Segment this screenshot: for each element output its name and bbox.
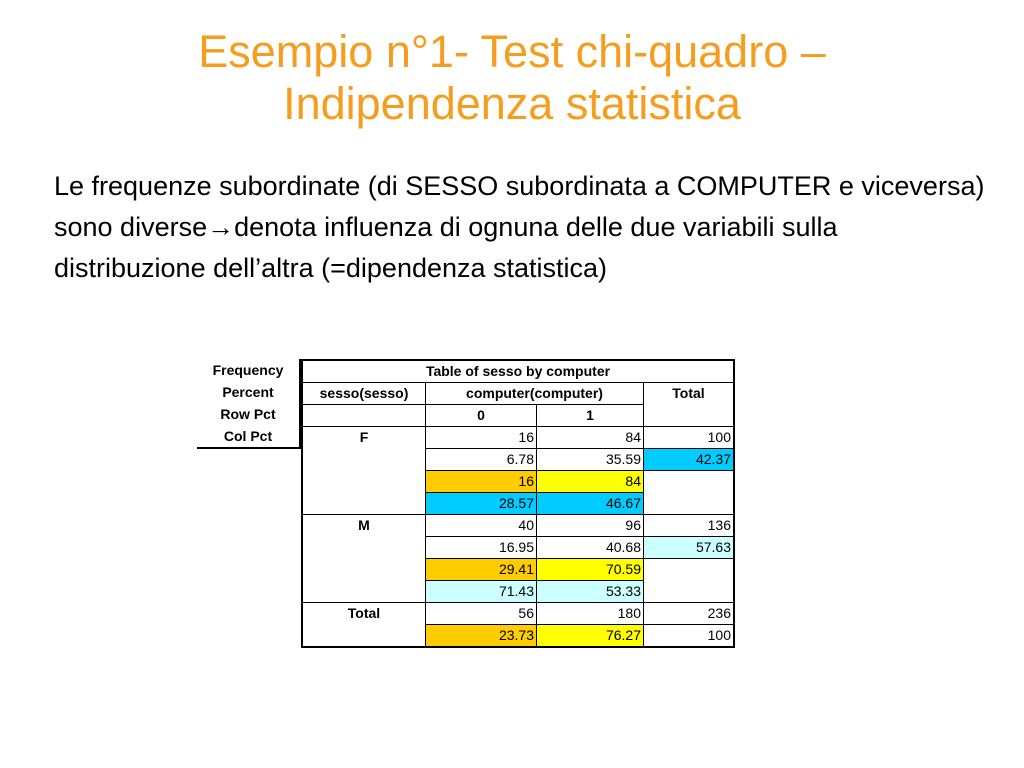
cell-total-0-frequency: 56 xyxy=(426,603,537,625)
slide-title-line1: Esempio n°1- Test chi-quadro – xyxy=(198,26,826,77)
row-variable-header: sesso(sesso) xyxy=(302,383,426,405)
cell-m-total-percent: 57.63 xyxy=(644,537,735,559)
cell-f-1-frequency: 84 xyxy=(537,427,644,449)
cell-total-1-frequency: 180 xyxy=(537,603,644,625)
column-header-1: 1 xyxy=(537,405,644,427)
legend-col-pct: Col Pct xyxy=(223,428,273,444)
row-label-f: F xyxy=(302,427,426,515)
cell-m-1-col-pct: 53.33 xyxy=(537,581,644,603)
table-legend-stub xyxy=(197,359,301,449)
row-label-m: M xyxy=(302,515,426,603)
contingency-table xyxy=(301,359,735,648)
table-caption-row xyxy=(302,360,734,383)
body-text-part2: denota influenza di ognuna delle due variabili sulla distribuzione dell’altra (=dipendenza statistica) xyxy=(54,212,838,283)
table-row xyxy=(302,515,734,537)
cell-f-0-frequency: 16 xyxy=(426,427,537,449)
cell-m-0-row-pct: 29.41 xyxy=(426,559,537,581)
cell-f-total-frequency: 100 xyxy=(644,427,735,449)
cell-total-total-frequency: 236 xyxy=(644,603,735,625)
cell-m-1-percent: 40.68 xyxy=(537,537,644,559)
empty-cell xyxy=(644,493,735,515)
legend-row-pct: Row Pct xyxy=(220,406,276,422)
empty-header-cell xyxy=(302,405,426,427)
cell-m-0-percent: 16.95 xyxy=(426,537,537,559)
table-row xyxy=(302,427,734,449)
slide-title-line2: Indipendenza statistica xyxy=(283,78,741,129)
slide-body-text xyxy=(54,166,994,289)
table-row xyxy=(302,603,734,625)
cell-total-0-percent: 23.73 xyxy=(426,625,537,648)
cell-f-0-percent: 6.78 xyxy=(426,449,537,471)
empty-cell xyxy=(644,471,735,493)
cell-f-1-percent: 35.59 xyxy=(537,449,644,471)
cell-m-total-frequency: 136 xyxy=(644,515,735,537)
cell-f-0-col-pct: 28.57 xyxy=(426,493,537,515)
cell-m-0-col-pct: 71.43 xyxy=(426,581,537,603)
column-header-0: 0 xyxy=(426,405,537,427)
cell-total-total-percent: 100 xyxy=(644,625,735,648)
empty-cell xyxy=(644,581,735,603)
cell-f-total-percent: 42.37 xyxy=(644,449,735,471)
column-variable-header: computer(computer) xyxy=(426,383,644,405)
cell-f-1-row-pct: 84 xyxy=(537,471,644,493)
empty-cell xyxy=(644,559,735,581)
right-arrow-icon: → xyxy=(207,212,235,242)
legend-frequency: Frequency xyxy=(212,362,284,378)
cell-m-1-frequency: 96 xyxy=(537,515,644,537)
cell-total-1-percent: 76.27 xyxy=(537,625,644,648)
row-label-total: Total xyxy=(302,603,426,648)
cell-m-1-row-pct: 70.59 xyxy=(537,559,644,581)
cell-f-0-row-pct: 16 xyxy=(426,471,537,493)
cell-f-1-col-pct: 46.67 xyxy=(537,493,644,515)
total-column-header: Total xyxy=(644,383,735,427)
table-caption: Table of sesso by computer xyxy=(302,360,734,383)
slide-title xyxy=(0,26,1024,130)
cell-m-0-frequency: 40 xyxy=(426,515,537,537)
table-header-row xyxy=(302,383,734,405)
body-text-part1: Le frequenze subordinate (di SESSO subordinata a COMPUTER e viceversa) sono diverse xyxy=(54,171,985,242)
legend-percent: Percent xyxy=(222,384,274,400)
